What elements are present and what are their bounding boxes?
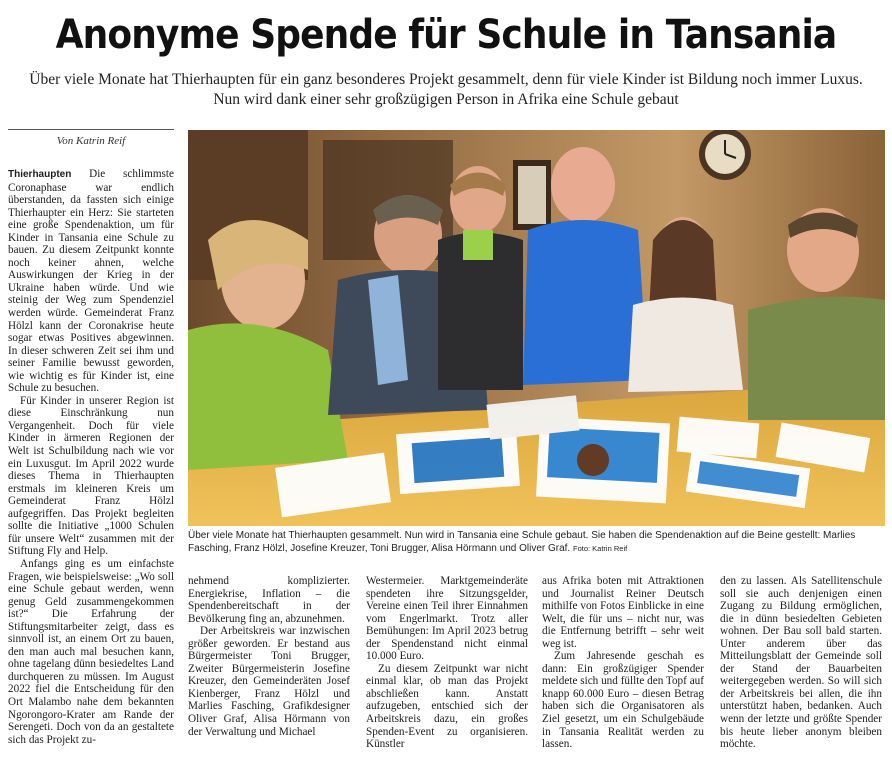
paragraph: aus Afrika boten mit Attraktionen und Journalist Reiner Deutsch mithilfe von Fotos Einblicke in eine Welt, die für uns – nicht nur, was die Entfernung betrifft – sehr weit weg ist. — [542, 575, 704, 650]
dateline: Thierhaupten — [8, 169, 72, 180]
paragraph: Der Arbeitskreis war inzwischen größer geworden. Er bestand aus Bürgermeister Toni Brugger, Zweiter Bürgermeisterin Josefine Kreuzer, den Gemeinderäten Josef Kienberger, Franz Hölzl und Marlies Fasching, Grafikdesigner Oliver Graf, Alisa Hörmann von der Verwaltung und Michael — [188, 625, 350, 738]
subheadline: Über viele Monate hat Thierhaupten für ein ganz besonderes Projekt gesammelt, denn für viele Kinder ist Bildung noch immer Luxus. Nun wird dank einer sehr großzügigen Person in Afrika eine Schule gebaut — [29, 71, 863, 108]
paragraph: Anfangs ging es um einfachste Fragen, wie beispielsweise: „Wo soll eine Schule gebaut werden, wenn genug Geld zusammengekommen ist?“ Die Erfahrung der Stiftungsmitarbeiter zeigt, dass es sinnvoll ist, an einem Ort zu bauen, den man auch mal besuchen kann, ohne tagelang dünn besiedeltes Land durchqueren zu müssen. Im August 2022 fiel die Entscheidung für den Ort Malambo nahe dem bekannten Ngorongoro-Krater am Rande der Serengeti. Doch von da an gestaltete sich das Projekt zu- — [8, 557, 174, 746]
photo-caption — [188, 529, 885, 555]
paragraph — [8, 168, 174, 395]
paragraph: den zu lassen. Als Satellitenschule soll sie auch denjenigen einen Zugang zu Bildung ermöglichen, die in dünn besiedelten Gebieten wohnen. Der Bau soll bald starten. Unter anderem über das Mitteilungsblatt der Gemeinde soll der Stand der Bauarbeiten weitergegeben werden. So will sich der Arbeitskreis bei allen, die ihn unterstützt haben, bedanken. Auch wenn der letzte und größte Spender bis heute lieber anonym bleiben möchte. — [720, 575, 882, 751]
text-column-3 — [366, 575, 528, 751]
group-photo — [188, 130, 885, 526]
headline: Anonyme Spende für Schule in Tansania — [55, 12, 837, 58]
text-column-2 — [188, 575, 350, 738]
byline: Von Katrin Reif — [56, 135, 126, 147]
paragraph: Zu diesem Zeitpunkt war nicht einmal klar, ob man das Projekt abschließen kann. Anstatt aufzugeben, entschied sich der Arbeitskreis dazu, ein großes Spenden-Event zu organisieren. Künstler — [366, 662, 528, 751]
paragraph-text: Die schlimmste Coronaphase war endlich überstanden, da fassten sich einige Thierhaupter ein Herz: Sie starteten eine große Spendenaktion, um für Kinder in Tansania eine Schule zu bauen. Zu diesem Zeitpunkt konnte noch keiner ahnen, welche Auswirkungen der Krieg in der Ukraine haben würde. Und wie steinig der Weg zum Spendenziel werden würde. Gemeinderat Franz Hölzl kann der Coronakrise heute sogar etwas Positives abgewinnen. In dieser schweren Zeit sei ihm und seiner Familie bewusst geworden, wie wichtig es für Kinder ist, eine Schule zu besuchen. — [8, 168, 174, 395]
wall-clock-icon — [699, 130, 751, 180]
text-column-4 — [542, 575, 704, 751]
paragraph: Zum Jahresende geschah es dann: Ein großzügiger Spender meldete sich und füllte den Topf auf knapp 60.000 Euro – diesen Betrag haben sich die Organisatoren als Ziel gesetzt, um ein Schulgebäude in Tansania Realität werden zu lassen. — [542, 650, 704, 751]
paragraph: nehmend komplizierter. Energiekrise, Inflation – die Spendenbereitschaft in der Bevölkerung fing an, abzunehmen. — [188, 575, 350, 625]
photo-credit: Foto: Katrin Reif — [573, 544, 628, 553]
paragraph: Westermeier. Marktgemeinderäte spendeten ihre Sitzungsgelder, Vereine einen Teil ihrer Einnahmen vom Engerlmarkt. Trotz aller Bemühungen: Im April 2023 betrug der Spendenstand nicht einmal 10.000 Euro. — [366, 575, 528, 663]
text-column-5 — [720, 575, 882, 751]
caption-text: Über viele Monate hat Thierhaupten gesammelt. Nun wird in Tansania eine Schule gebaut. Sie haben die Spendenaktion auf die Beine gestellt: Marlies Fasching, Franz Hölzl, Josefine Kreuzer, Toni Brugger, Alisa Hörmann und Oliver Graf. — [188, 530, 856, 554]
paragraph: Für Kinder in unserer Region ist diese Einschränkung nun Vergangenheit. Doch für viele Kinder in ärmeren Regionen der Welt ist Schulbildung nach wie vor ein Luxusgut. Im April 2022 wurde dieses Thema in Thierhaupten erstmals im kleineren Kreis um Gemeinderat Franz Hölzl aufgegriffen. Das Projekt begleiten sollte die Initiative „1000 Schulen für unsere Welt“ zusammen mit der Stiftung Fly and Help. — [8, 394, 174, 558]
text-column-1 — [8, 168, 174, 746]
byline-divider — [8, 129, 174, 130]
